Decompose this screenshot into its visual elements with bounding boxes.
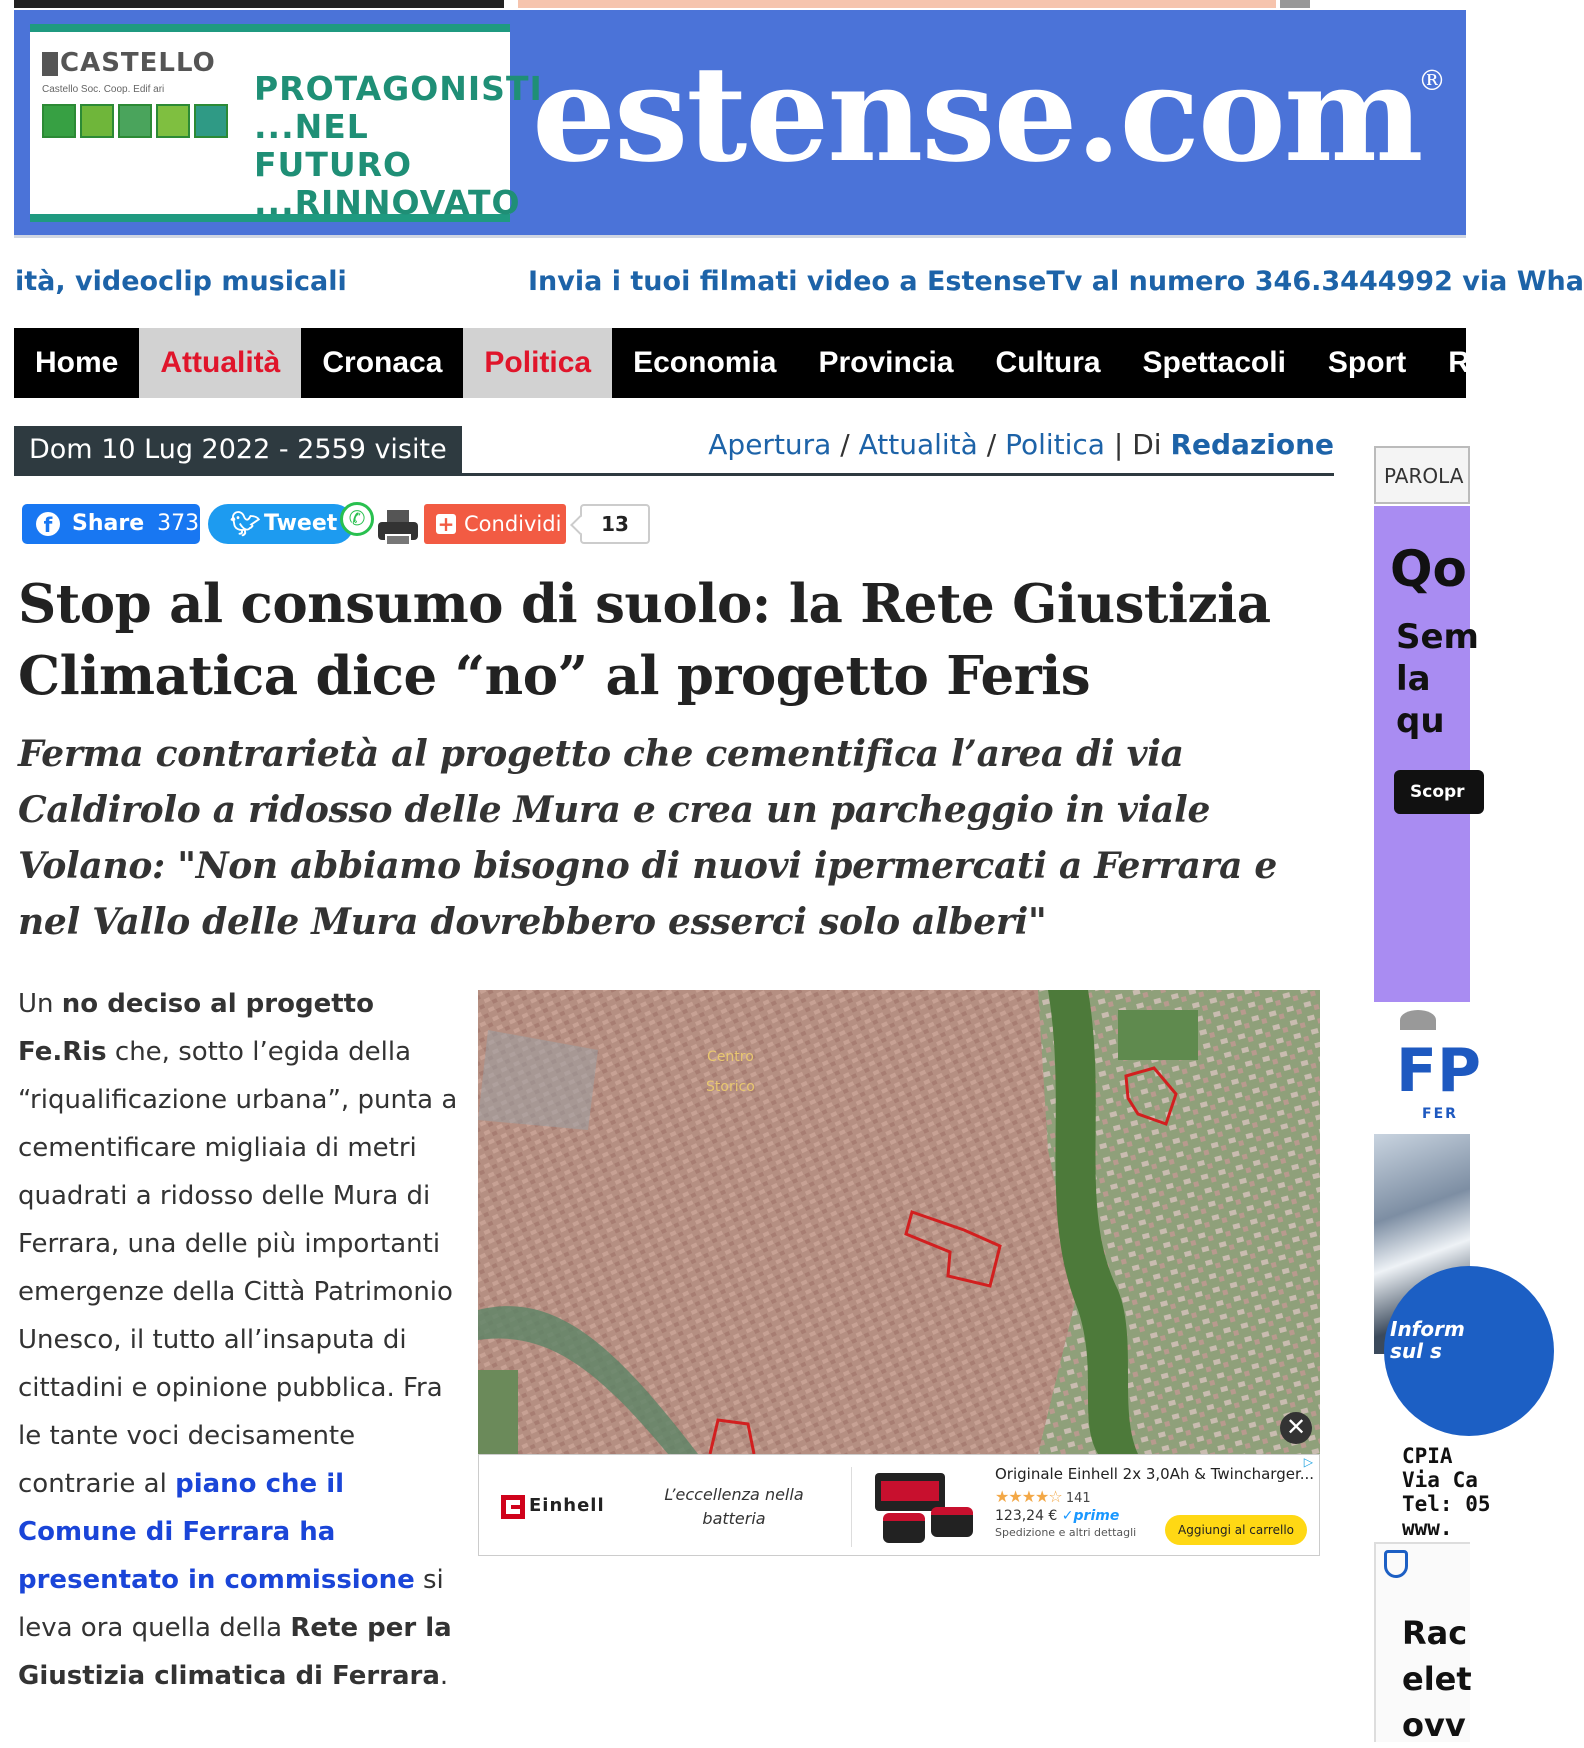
cpia-logo-sub: FER	[1422, 1106, 1458, 1122]
main-nav	[14, 328, 1489, 398]
right-sidebar	[1374, 446, 1491, 1744]
plus-icon: +	[437, 512, 455, 536]
add-to-cart-button[interactable]: Aggiungi al carrello	[1165, 1515, 1307, 1545]
pipe-divider: |	[1113, 428, 1133, 461]
search-icon	[118, 104, 152, 138]
shipping-details[interactable]: Spedizione e altri dettagli	[995, 1526, 1137, 1539]
close-ad-button[interactable]: ✕	[1280, 1412, 1312, 1444]
article-meta-bar	[14, 426, 1334, 476]
nav-item-provincia[interactable]: Provincia	[818, 346, 954, 379]
facebook-share-button[interactable]	[22, 504, 200, 544]
nav-item-more[interactable]: Ru	[1448, 346, 1489, 379]
nav-item-economia[interactable]: Economia	[633, 346, 777, 379]
body-text: .	[439, 1661, 449, 1691]
einhell-brand: Einhell	[529, 1495, 605, 1516]
castello-tower-icon	[42, 52, 58, 76]
nav-item-home[interactable]: Home	[35, 346, 119, 379]
body-text: Un	[18, 989, 62, 1019]
print-icon[interactable]	[378, 510, 418, 546]
article-subtitle: Ferma contrarietà al progetto che cementifica l’area di via Caldirolo a ridosso delle Mura e crea un parcheggio in viale Volano: "Non abbiamo bisogno di nuovi ipermercati a Ferrara e nel Vallo delle Mura dovrebbero esserci solo alberi"	[18, 733, 1278, 943]
inline-product-ad[interactable]	[478, 1454, 1320, 1556]
einhell-mark-icon	[501, 1495, 525, 1519]
cpia-address: CPIA Via Ca Tel: 05 www.	[1402, 1444, 1491, 1540]
site-header	[14, 10, 1466, 238]
castello-slogan	[254, 69, 543, 222]
breadcrumb-attualita[interactable]: Attualità	[858, 428, 978, 461]
castello-brand: CASTELLO	[60, 48, 216, 78]
leaf-icon	[80, 104, 114, 138]
product-rating	[995, 1487, 1295, 1506]
whatsapp-icon[interactable]: ✆	[340, 502, 374, 536]
site-logo[interactable]: estense.com	[532, 37, 1422, 192]
slogan-line: PROTAGONISTI	[254, 69, 543, 108]
adchoices-icon[interactable]: ▷	[1303, 1455, 1313, 1469]
news-ticker[interactable]	[0, 262, 1584, 306]
body-text: che, sotto l’egida della “riqualificazione urbana”, punta a cementificare migliaia di metri quadrati a ridosso delle Mura di Ferrara, una delle più importanti emergenze della Città Patrimonio Unesco, il tutto all’insaputa di cittadini e opinione pubblica. Fra le tante voci decisamente contrarie al	[18, 1037, 458, 1499]
ad-divider	[851, 1467, 852, 1547]
cpia-logo: FP	[1396, 1036, 1481, 1106]
registered-mark: ®	[1418, 64, 1446, 97]
review-count: 141	[1065, 1491, 1091, 1506]
sidebar-ad-purple[interactable]	[1374, 506, 1479, 1002]
author-prefix: Di	[1132, 428, 1162, 461]
nav-item-cronaca[interactable]: Cronaca	[322, 346, 443, 379]
battery-product-image[interactable]	[875, 1467, 975, 1547]
ad-heading: Qo	[1390, 540, 1467, 598]
body-bold: no deciso al progetto Fe.Ris	[18, 989, 374, 1067]
top-strip-dark	[14, 0, 504, 8]
breadcrumb-sep: /	[840, 428, 850, 461]
nav-item-cultura[interactable]: Cultura	[995, 346, 1101, 379]
einhell-logo	[501, 1495, 605, 1519]
ministry-seal-icon	[1400, 1010, 1436, 1030]
condividi-label: Condividi	[464, 512, 562, 536]
product-price: 123,24 € ✓prime	[995, 1508, 1120, 1524]
castello-brand-sub: Castello Soc. Coop. Edif ari	[42, 84, 165, 95]
sidebar-ad-cpia[interactable]	[1374, 1010, 1491, 1540]
share-bar	[22, 504, 662, 546]
article-title: Stop al consumo di suolo: la Rete Giustizia Climatica dice “no” al progetto Feris	[18, 573, 1271, 707]
facebook-icon: f	[36, 512, 60, 536]
prime-badge: ✓prime	[1061, 1508, 1120, 1524]
ad-circle-text: Inform sul s	[1390, 1317, 1465, 1363]
ad-text: Sem la qu	[1396, 617, 1479, 741]
slogan-line: ...NEL FUTURO	[254, 107, 413, 184]
nav-item-sport[interactable]: Sport	[1327, 346, 1407, 379]
slogan-line: ...RINNOVATO	[254, 183, 521, 222]
ticker-item[interactable]: Invia i tuoi filmati video a EstenseTv al numero 346.3444992 via Wha	[528, 266, 1584, 297]
ticker-item[interactable]: ità, videoclip musicali	[15, 266, 347, 297]
breadcrumb-sep: /	[986, 428, 997, 461]
breadcrumb-apertura[interactable]: Apertura	[708, 428, 832, 461]
breadcrumb-politica[interactable]: Politica	[1005, 428, 1105, 461]
ad-text: Rac elet ovv	[1402, 1614, 1472, 1744]
castello-ad-banner[interactable]	[30, 24, 543, 222]
map-label-centre: Centro Storico	[706, 1049, 755, 1095]
top-strip-ad[interactable]	[518, 0, 1276, 8]
body-text: si leva ora quella della	[18, 1565, 444, 1643]
product-name[interactable]: Originale Einhell 2x 3,0Ah & Twincharger...	[995, 1465, 1315, 1483]
top-ad-strip	[0, 0, 1466, 10]
tweet-label: Tweet	[264, 511, 338, 536]
article-body	[18, 980, 460, 1700]
nav-item-spettacoli[interactable]: Spettacoli	[1142, 346, 1286, 379]
star-rating-icon: ★★★★☆	[995, 1487, 1062, 1506]
puzzle-icon	[194, 104, 228, 138]
ad-tagline: L’eccellenza nella batteria	[664, 1485, 804, 1528]
house-icon	[42, 104, 76, 138]
aerial-map-image[interactable]	[478, 990, 1320, 1454]
parola-widget[interactable]: PAROLA	[1374, 446, 1470, 504]
nav-item-politica[interactable]: Politica	[463, 328, 612, 398]
top-strip-grey	[1280, 0, 1310, 8]
castello-icon-row	[42, 104, 228, 138]
aerial-map-svg	[478, 990, 1320, 1454]
shield-icon	[1384, 1550, 1408, 1578]
eco-icon	[156, 104, 190, 138]
share-total-count: 13	[580, 504, 650, 544]
sidebar-ad-recycling[interactable]	[1374, 1542, 1470, 1742]
nav-item-attualita[interactable]: Attualità	[139, 328, 301, 398]
date-visits: Dom 10 Lug 2022 - 2559 visite	[14, 426, 462, 474]
breadcrumb	[708, 428, 1334, 461]
body-bold: Rete per la Giustizia climatica di Ferrara	[18, 1613, 452, 1691]
facebook-share-label: Share	[72, 511, 145, 536]
twitter-bird-icon: 🐦︎	[230, 510, 261, 538]
author-link[interactable]: Redazione	[1170, 428, 1334, 461]
commission-link[interactable]: piano che il Comune di Ferrara ha presentato in commissione	[18, 1469, 415, 1595]
facebook-share-count: 373	[157, 511, 200, 536]
condividi-button[interactable]	[424, 504, 566, 544]
ad-cta-button[interactable]: Scopr	[1394, 770, 1484, 814]
tweet-button[interactable]	[208, 504, 354, 544]
